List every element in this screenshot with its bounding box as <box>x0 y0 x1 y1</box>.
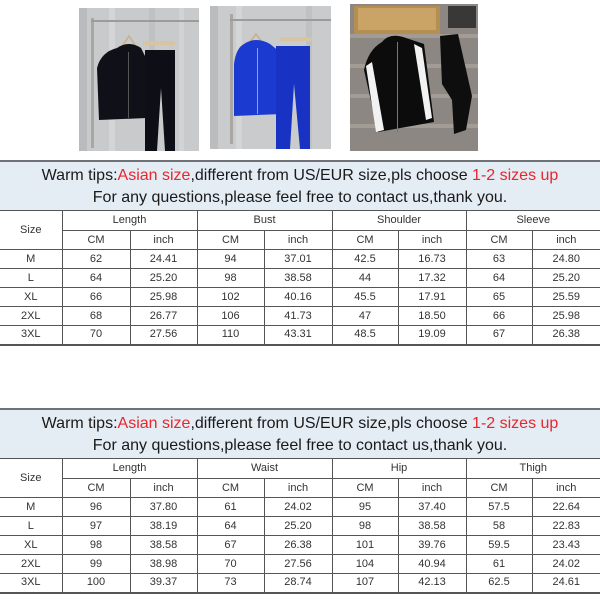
warm-tips-line-2: For any questions,please feel free to contact us,thank you. <box>92 189 508 206</box>
group-header: Length <box>62 459 197 479</box>
measurement-cell: 17.32 <box>398 269 466 288</box>
measurement-cell: 96 <box>62 498 130 517</box>
measurement-cell: 19.09 <box>398 326 466 345</box>
tops-size-table <box>0 210 600 346</box>
pants-size-table <box>0 458 600 594</box>
measurement-cell: 27.56 <box>264 555 332 574</box>
measurement-cell: 99 <box>62 555 130 574</box>
measurement-cell: 40.16 <box>264 288 332 307</box>
measurement-cell: 70 <box>197 555 264 574</box>
table-row <box>0 498 600 517</box>
measurement-cell: 37.40 <box>398 498 466 517</box>
unit-header: inch <box>264 479 332 498</box>
measurement-cell: 67 <box>197 536 264 555</box>
size-header: Size <box>0 211 62 250</box>
measurement-cell: 27.56 <box>130 326 197 345</box>
size-cell: M <box>0 250 62 269</box>
measurement-cell: 107 <box>332 574 398 593</box>
table-row <box>0 326 600 345</box>
product-photo-black-tracksuit <box>79 8 199 151</box>
measurement-cell: 64 <box>466 269 532 288</box>
unit-header: CM <box>332 479 398 498</box>
measurement-cell: 16.73 <box>398 250 466 269</box>
table-row <box>0 288 600 307</box>
measurement-cell: 17.91 <box>398 288 466 307</box>
measurement-cell: 104 <box>332 555 398 574</box>
measurement-cell: 62 <box>62 250 130 269</box>
unit-header: inch <box>130 479 197 498</box>
measurement-cell: 42.5 <box>332 250 398 269</box>
size-cell: 2XL <box>0 307 62 326</box>
measurement-cell: 25.98 <box>532 307 600 326</box>
measurement-cell: 25.20 <box>264 517 332 536</box>
unit-header: inch <box>264 231 332 250</box>
measurement-cell: 23.43 <box>532 536 600 555</box>
group-header: Shoulder <box>332 211 466 231</box>
measurement-cell: 110 <box>197 326 264 345</box>
measurement-cell: 63 <box>466 250 532 269</box>
unit-header: inch <box>532 479 600 498</box>
tops-size-chart <box>0 160 600 346</box>
unit-header: CM <box>197 231 264 250</box>
product-photo-striped-tracksuit <box>350 4 478 151</box>
measurement-cell: 97 <box>62 517 130 536</box>
warm-tips-line-2: For any questions,please feel free to contact us,thank you. <box>92 437 508 454</box>
warm-tips-banner <box>0 160 600 210</box>
unit-header: CM <box>466 479 532 498</box>
group-header: Length <box>62 211 197 231</box>
measurement-cell: 38.98 <box>130 555 197 574</box>
unit-header: inch <box>130 231 197 250</box>
measurement-cell: 101 <box>332 536 398 555</box>
measurement-cell: 106 <box>197 307 264 326</box>
measurement-cell: 40.94 <box>398 555 466 574</box>
tips-middle: ,different from US/EUR size,pls choose <box>190 415 473 432</box>
measurement-cell: 48.5 <box>332 326 398 345</box>
size-cell: 3XL <box>0 326 62 345</box>
blue-tracksuit-image <box>210 6 331 149</box>
table-row <box>0 250 600 269</box>
pants-size-chart <box>0 408 600 594</box>
measurement-cell: 39.37 <box>130 574 197 593</box>
measurement-cell: 68 <box>62 307 130 326</box>
measurement-cell: 66 <box>62 288 130 307</box>
unit-header: CM <box>466 231 532 250</box>
measurement-cell: 37.01 <box>264 250 332 269</box>
unit-header: inch <box>398 479 466 498</box>
unit-header: inch <box>532 231 600 250</box>
measurement-cell: 100 <box>62 574 130 593</box>
unit-header: CM <box>62 479 130 498</box>
measurement-cell: 25.20 <box>532 269 600 288</box>
size-cell: 3XL <box>0 574 62 593</box>
measurement-cell: 24.61 <box>532 574 600 593</box>
group-header: Hip <box>332 459 466 479</box>
group-header: Sleeve <box>466 211 600 231</box>
measurement-cell: 24.02 <box>264 498 332 517</box>
size-cell: XL <box>0 288 62 307</box>
warm-tips-line-1 <box>0 165 600 187</box>
measurement-cell: 28.74 <box>264 574 332 593</box>
measurement-cell: 70 <box>62 326 130 345</box>
measurement-cell: 37.80 <box>130 498 197 517</box>
size-cell: XL <box>0 536 62 555</box>
sizes-up-highlight: 1-2 sizes up <box>472 415 559 432</box>
group-header: Thigh <box>466 459 600 479</box>
measurement-cell: 61 <box>197 498 264 517</box>
measurement-cell: 67 <box>466 326 532 345</box>
measurement-cell: 66 <box>466 307 532 326</box>
measurement-cell: 18.50 <box>398 307 466 326</box>
measurement-cell: 58 <box>466 517 532 536</box>
group-header: Bust <box>197 211 332 231</box>
warm-tips-line-1 <box>0 413 600 435</box>
measurement-cell: 22.83 <box>532 517 600 536</box>
measurement-cell: 64 <box>62 269 130 288</box>
unit-header: inch <box>398 231 466 250</box>
measurement-cell: 95 <box>332 498 398 517</box>
measurement-cell: 61 <box>466 555 532 574</box>
black-tracksuit-image <box>79 8 199 151</box>
header-row-units <box>0 479 600 498</box>
measurement-cell: 98 <box>332 517 398 536</box>
measurement-cell: 57.5 <box>466 498 532 517</box>
measurement-cell: 44 <box>332 269 398 288</box>
tips-prefix: Warm tips: <box>41 167 118 184</box>
table-row <box>0 517 600 536</box>
measurement-cell: 41.73 <box>264 307 332 326</box>
measurement-cell: 24.02 <box>532 555 600 574</box>
measurement-cell: 43.31 <box>264 326 332 345</box>
measurement-cell: 94 <box>197 250 264 269</box>
group-header: Waist <box>197 459 332 479</box>
header-row-groups <box>0 211 600 231</box>
size-cell: L <box>0 269 62 288</box>
size-header: Size <box>0 459 62 498</box>
warm-tips-banner <box>0 408 600 458</box>
measurement-cell: 24.80 <box>532 250 600 269</box>
sizes-up-highlight: 1-2 sizes up <box>472 167 559 184</box>
measurement-cell: 26.38 <box>532 326 600 345</box>
measurement-cell: 98 <box>62 536 130 555</box>
measurement-cell: 65 <box>466 288 532 307</box>
striped-tracksuit-image <box>350 4 478 151</box>
measurement-cell: 102 <box>197 288 264 307</box>
measurement-cell: 25.59 <box>532 288 600 307</box>
measurement-cell: 98 <box>197 269 264 288</box>
table-row <box>0 555 600 574</box>
header-row-units <box>0 231 600 250</box>
unit-header: CM <box>197 479 264 498</box>
measurement-cell: 59.5 <box>466 536 532 555</box>
measurement-cell: 42.13 <box>398 574 466 593</box>
table-row <box>0 536 600 555</box>
size-cell: 2XL <box>0 555 62 574</box>
measurement-cell: 39.76 <box>398 536 466 555</box>
size-cell: L <box>0 517 62 536</box>
measurement-cell: 26.77 <box>130 307 197 326</box>
measurement-cell: 73 <box>197 574 264 593</box>
measurement-cell: 25.98 <box>130 288 197 307</box>
measurement-cell: 26.38 <box>264 536 332 555</box>
table-row <box>0 307 600 326</box>
measurement-cell: 47 <box>332 307 398 326</box>
table-row <box>0 574 600 593</box>
product-photo-blue-tracksuit <box>210 6 331 149</box>
measurement-cell: 45.5 <box>332 288 398 307</box>
measurement-cell: 25.20 <box>130 269 197 288</box>
table-row <box>0 269 600 288</box>
measurement-cell: 22.64 <box>532 498 600 517</box>
measurement-cell: 38.19 <box>130 517 197 536</box>
measurement-cell: 38.58 <box>130 536 197 555</box>
asian-size-highlight: Asian size <box>117 415 191 432</box>
measurement-cell: 24.41 <box>130 250 197 269</box>
measurement-cell: 38.58 <box>264 269 332 288</box>
measurement-cell: 64 <box>197 517 264 536</box>
measurement-cell: 62.5 <box>466 574 532 593</box>
asian-size-highlight: Asian size <box>117 167 191 184</box>
tips-prefix: Warm tips: <box>41 415 118 432</box>
size-cell: M <box>0 498 62 517</box>
measurement-cell: 38.58 <box>398 517 466 536</box>
unit-header: CM <box>332 231 398 250</box>
tips-middle: ,different from US/EUR size,pls choose <box>190 167 473 184</box>
header-row-groups <box>0 459 600 479</box>
unit-header: CM <box>62 231 130 250</box>
